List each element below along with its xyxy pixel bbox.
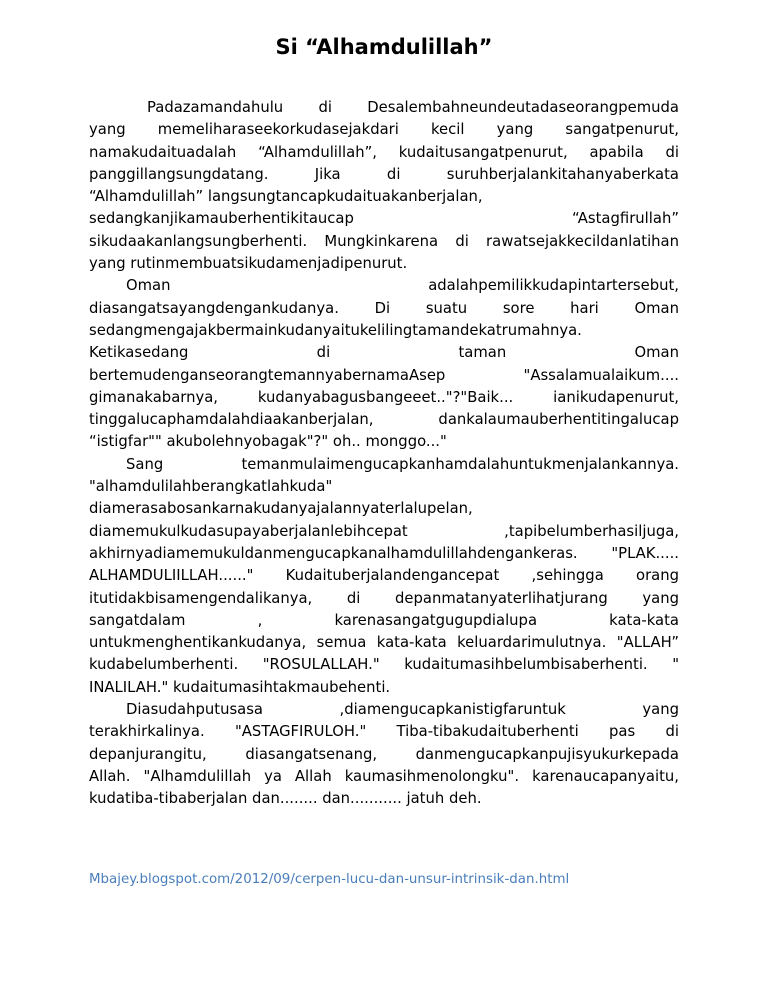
body-line: depanjurangitu, diasangatsenang, danmengucapkanpujisyukurkepada [89, 745, 679, 763]
body-line: untukmenghentikankudanya, semua kata-kata keluardarimulutnya. "ALLAH” [89, 634, 679, 652]
body-line: diamerasabosankarnakudanyajalannyaterlalupelan, [89, 500, 473, 518]
body-line: sedangkanjikamauberhentikitaucap “Astagfirullah” [89, 210, 679, 228]
body-line: diasangatsayangdengankudanya. Di suatu sore hari Oman [89, 299, 679, 317]
source-link[interactable]: Mbajey.blogspot.com/2012/09/cerpen-lucu-dan-unsur-intrinsik-dan.html [89, 872, 570, 887]
body-line: Diasudahputusasa ,diamengucapkanistigfaruntuk yang [126, 701, 679, 719]
body-line: sedangmengajakbermainkudanyaitukelilingtamandekatrumahnya. [89, 321, 582, 339]
body-line: “Alhamdulillah” langsungtancapkudaituakanberjalan, [89, 188, 483, 206]
story-title: Si “Alhamdulillah” [275, 35, 493, 59]
body-line: gimanakabarnya, kudanyabagusbangeeet.."?"Baik... ianikudapenurut, [89, 388, 679, 406]
body-line: sikudaakanlangsungberhenti. Mungkinkarena di rawatsejakkecildanlatihan [89, 232, 679, 250]
story-body [89, 97, 679, 811]
body-line: Padazamandahulu di Desalembahneundeutadaseorangpemuda [147, 99, 679, 116]
body-line: terakhirkalinya. "ASTAGFIRULOH." Tiba-tibakudaituberhenti pas di [89, 723, 679, 741]
body-line: sangatdalam , karenasangatgugupdialupa kata-kata [89, 611, 679, 629]
body-line: itutidakbisamengendalikanya, di depanmatanyaterlihatjurang yang [89, 589, 679, 607]
body-line: yang memeliharaseekorkudasejakdari kecil yang sangatpenurut, [89, 121, 679, 139]
body-line: panggillangsungdatang. Jika di suruhberjalankitahanyaberkata [89, 165, 679, 183]
body-line: ALHAMDULIILLAH......" Kudaituberjalandengancepat ,sehingga orang [89, 567, 679, 585]
body-line: yang rutinmembuatsikudamenjadipenurut. [89, 255, 408, 273]
body-line: tinggalucaphamdalahdiaakanberjalan, dankalaumauberhentitingalucap [89, 411, 679, 429]
body-line: diamemukulkudasupayaberjalanlebihcepat ,tapibelumberhasiljuga, [89, 522, 679, 540]
body-line: namakudaituadalah “Alhamdulillah”, kudaitusangatpenurut, apabila di [89, 143, 679, 161]
body-line: Sang temanmulaimengucapkanhamdalahuntukmenjalankannya. [126, 455, 679, 473]
body-line: “istigfar"" akubolehnyobagak"?" oh.. monggo..." [89, 433, 447, 451]
body-line: Ketikasedang di taman Oman [89, 344, 679, 362]
body-line: akhirnyadiamemukuldanmengucapkanalhamdulillahdengankeras. "PLAK..... [89, 544, 679, 562]
body-line: Oman adalahpemilikkudapintartersebut, [126, 277, 679, 295]
body-line: Allah. "Alhamdulillah ya Allah kaumasihmenolongku". karenaucapanyaitu, [89, 767, 679, 785]
body-line: kudabelumberhenti. "ROSULALLAH." kudaitumasihbelumbisaberhenti. " [89, 656, 679, 674]
body-line: kudatiba-tibaberjalan dan........ dan........... jatuh deh. [89, 790, 482, 808]
body-line: INALILAH." kudaitumasihtakmaubehenti. [89, 678, 391, 696]
body-line: "alhamdulilahberangkatlahkuda" [89, 478, 333, 496]
body-line: bertemudenganseorangtemannyabernamaAsep "Assalamualaikum.... [89, 366, 679, 384]
